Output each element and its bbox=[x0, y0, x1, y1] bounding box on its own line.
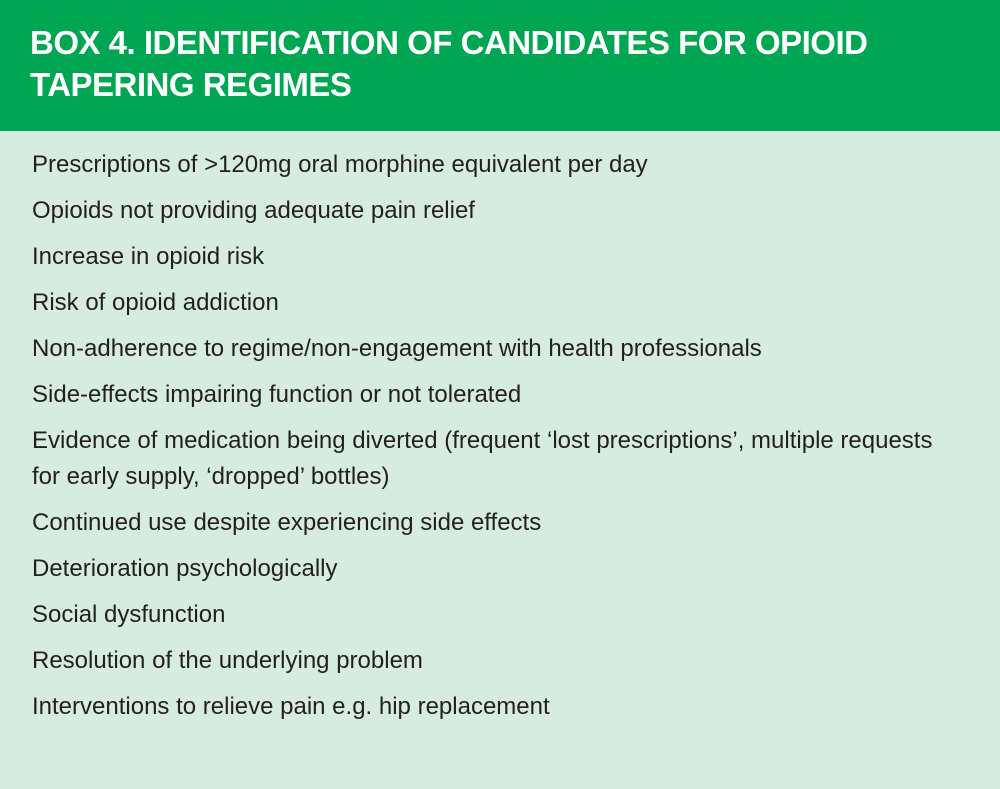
box-header bbox=[0, 0, 1000, 131]
list-item: Non-adherence to regime/non-engagement with health professionals bbox=[32, 335, 762, 362]
list-item: Deterioration psychologically bbox=[32, 555, 338, 582]
list-item: Interventions to relieve pain e.g. hip replacement bbox=[32, 693, 550, 720]
list-item: Prescriptions of >120mg oral morphine equivalent per day bbox=[32, 151, 648, 178]
list-item: Opioids not providing adequate pain relief bbox=[32, 197, 475, 224]
list-item: Side-effects impairing function or not tolerated bbox=[32, 381, 522, 408]
list-item: Risk of opioid addiction bbox=[32, 289, 279, 316]
list-item: Evidence of medication being diverted (frequent ‘lost prescriptions’, multiple requests for early supply, ‘dropped’ bottles) bbox=[32, 427, 933, 490]
list-item: Continued use despite experiencing side effects bbox=[32, 509, 542, 536]
list-item: Social dysfunction bbox=[32, 601, 226, 628]
list-item: Resolution of the underlying problem bbox=[32, 647, 423, 674]
box-title: BOX 4. IDENTIFICATION OF CANDIDATES FOR OPIOID TAPERING REGIMES bbox=[30, 24, 868, 103]
criteria-list bbox=[0, 131, 1000, 725]
list-item: Increase in opioid risk bbox=[32, 243, 265, 270]
